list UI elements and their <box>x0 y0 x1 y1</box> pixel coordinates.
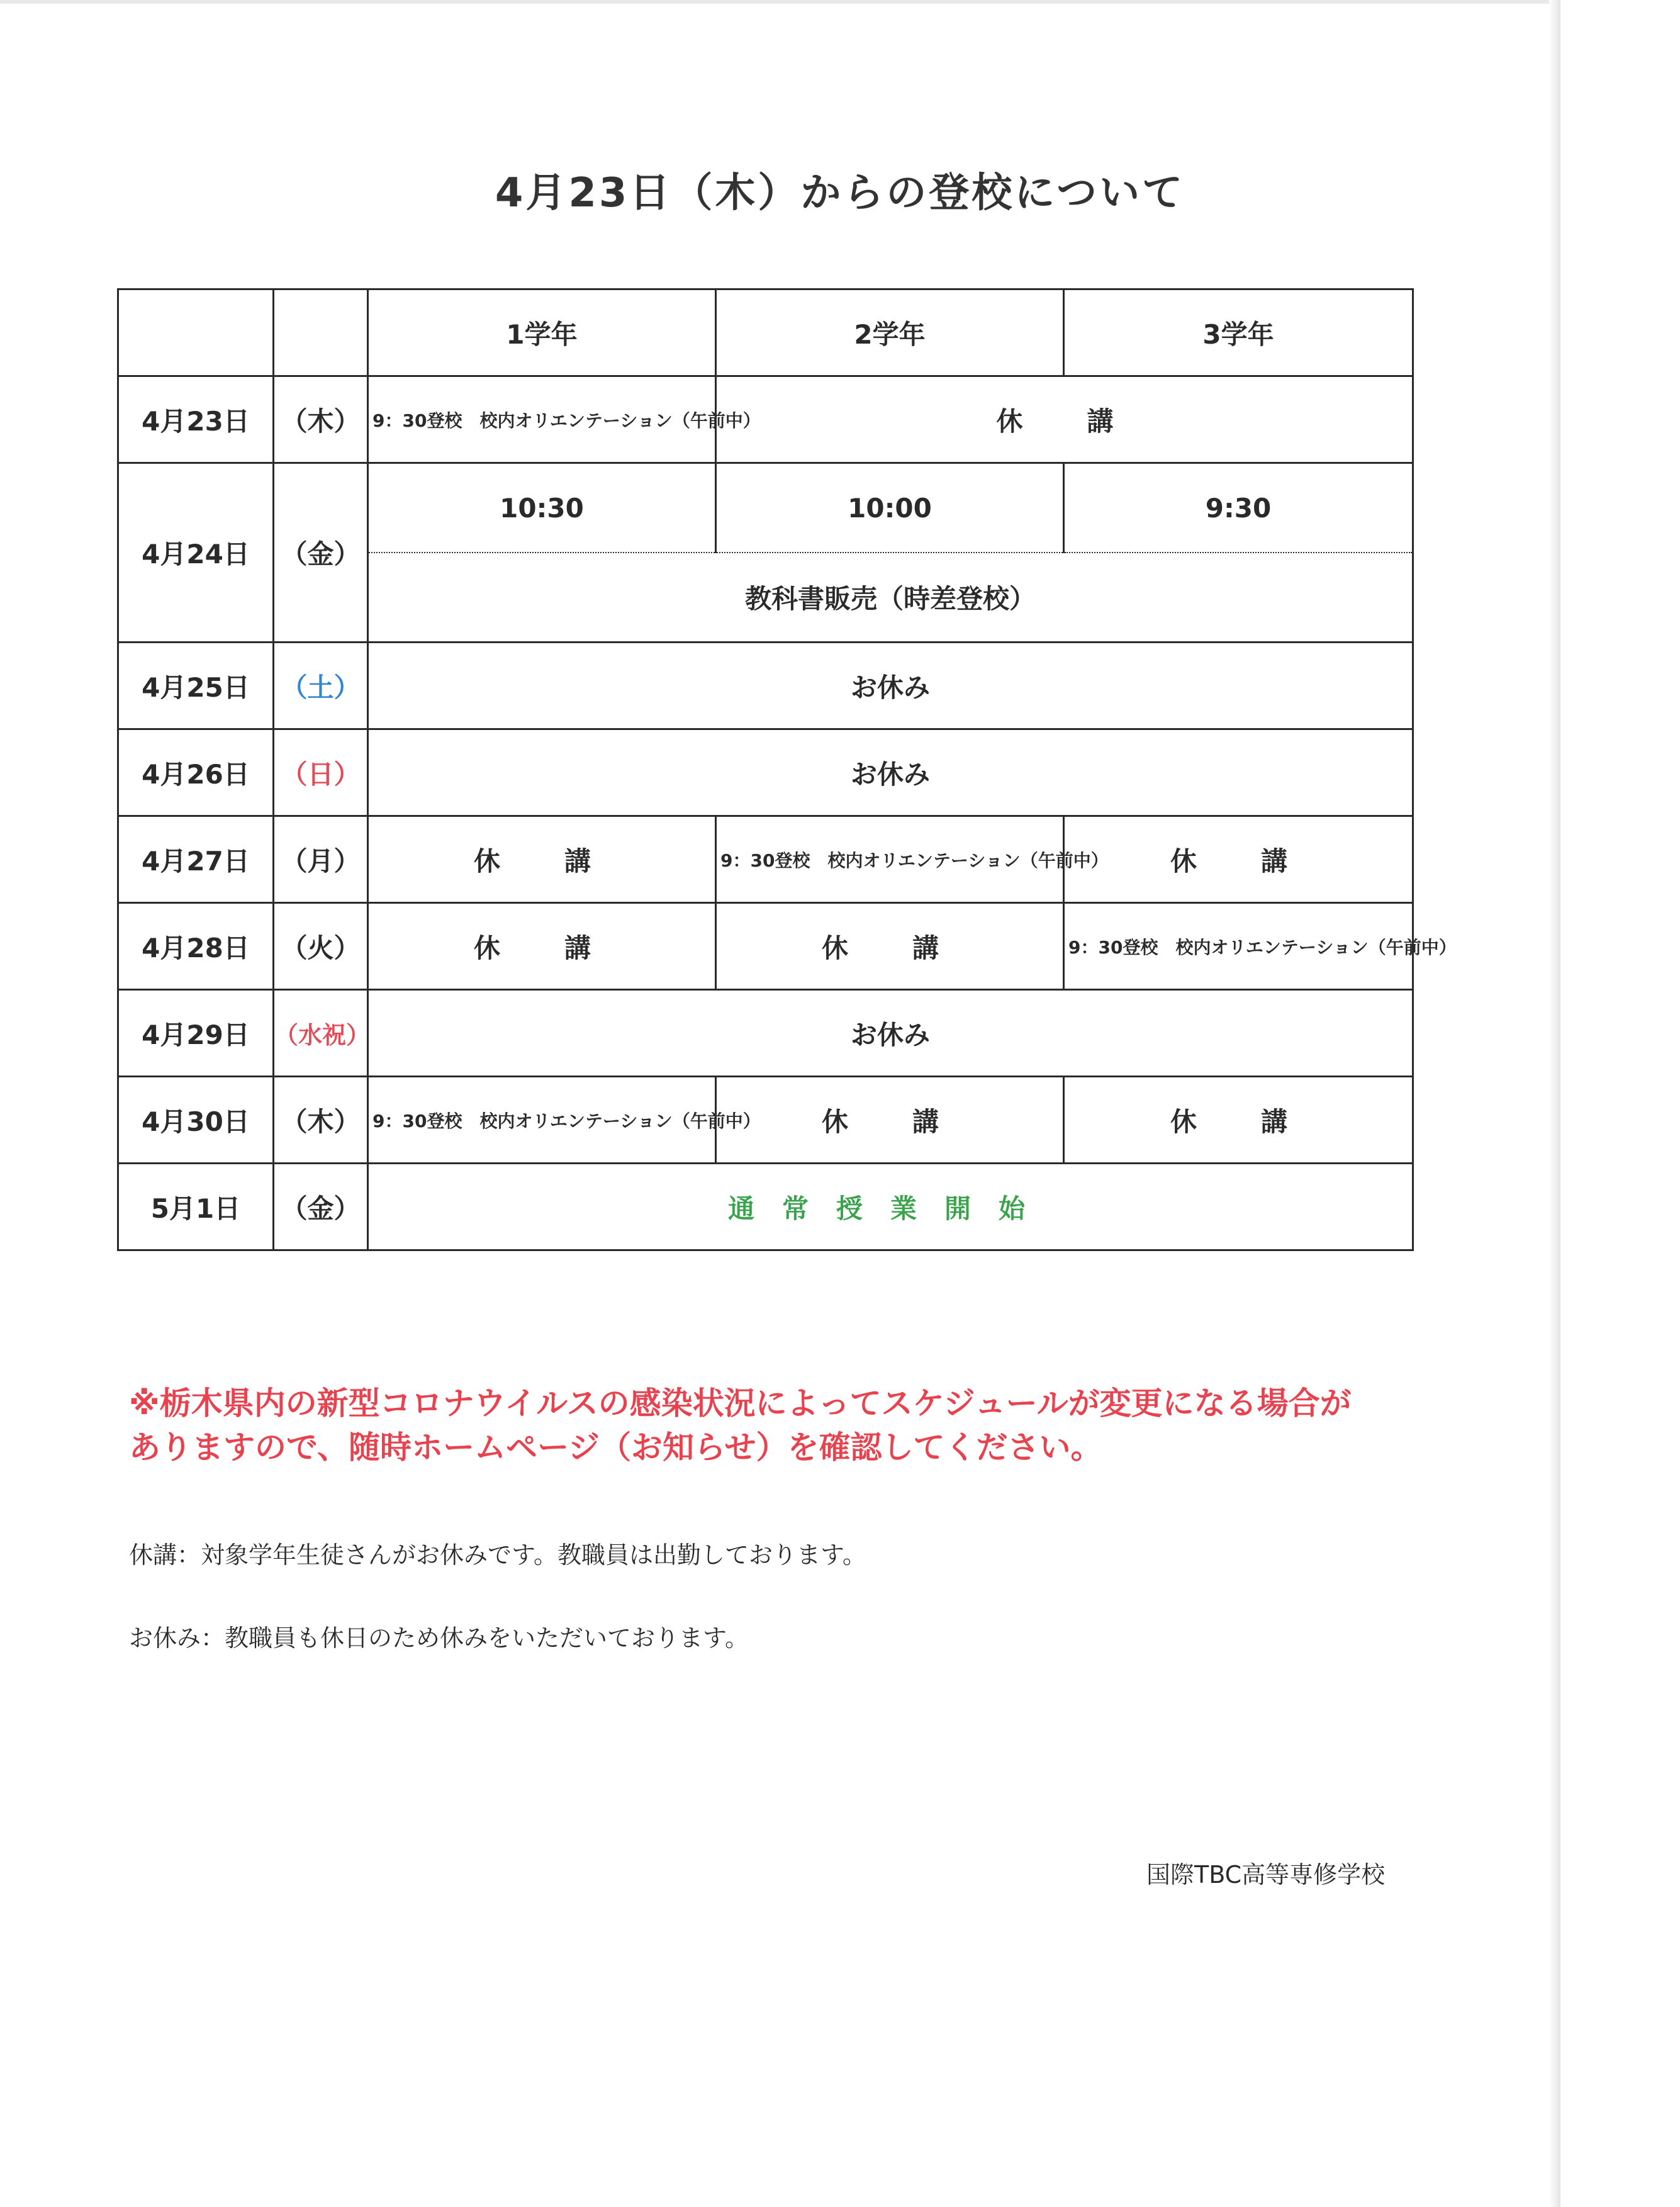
day-cell: （月） <box>274 816 368 903</box>
schedule-cell: お休み <box>368 729 1413 816</box>
schedule-cell: 9：30登校 校内オリエンテーション（午前中） <box>368 1077 716 1164</box>
date-cell: 4月24日 <box>118 463 274 643</box>
schedule-cell: 休 講 <box>716 1077 1064 1164</box>
date-cell: 5月1日 <box>118 1164 274 1250</box>
table-row <box>118 643 1413 729</box>
schedule-cell: 休 講 <box>368 903 716 990</box>
schedule-cell: 休 講 <box>1064 816 1413 903</box>
header-grade3: 3学年 <box>1064 289 1413 376</box>
header-day <box>274 289 368 376</box>
table-row <box>118 1077 1413 1164</box>
schedule-cell: 休 講 <box>716 903 1064 990</box>
notice-line-1: ※栃木県内の新型コロナウイルスの感染状況によってスケジュールが変更になる場合が <box>129 1385 1352 1422</box>
date-cell: 4月25日 <box>118 643 274 729</box>
date-cell: 4月26日 <box>118 729 274 816</box>
day-cell: （木） <box>274 1077 368 1164</box>
day-cell: （火） <box>274 903 368 990</box>
date-cell: 4月30日 <box>118 1077 274 1164</box>
table-row <box>118 1164 1413 1250</box>
schedule-cell: 休 講 <box>716 376 1413 463</box>
table-row <box>118 376 1413 463</box>
date-cell: 4月29日 <box>118 990 274 1077</box>
schedule-cell: お休み <box>368 990 1413 1077</box>
page-title: 4月23日（木）からの登校について <box>495 170 1185 216</box>
date-cell: 4月28日 <box>118 903 274 990</box>
schedule-cell: 9：30登校 校内オリエンテーション（午前中） <box>368 376 716 463</box>
textbook-sale-cell: 教科書販売（時差登校） <box>368 553 1413 643</box>
notice-line-2: ありますので、随時ホームページ（お知らせ）を確認してください。 <box>129 1429 1102 1466</box>
day-cell: （日） <box>274 729 368 816</box>
schedule-table <box>117 288 1457 1251</box>
header-grade2: 2学年 <box>716 289 1064 376</box>
day-cell: （金） <box>274 463 368 643</box>
date-cell: 4月23日 <box>118 376 274 463</box>
header-date <box>118 289 274 376</box>
date-cell: 4月27日 <box>118 816 274 903</box>
table-row <box>118 990 1413 1077</box>
definition-kyuko: 休講：対象学年生徒さんがお休みです。教職員は出勤しております。 <box>129 1541 866 1569</box>
header-grade1: 1学年 <box>368 289 716 376</box>
schedule-cell: 休 講 <box>368 816 716 903</box>
table-row <box>118 903 1413 990</box>
schedule-cell: 休 講 <box>1064 1077 1413 1164</box>
table-row <box>118 816 1413 903</box>
schedule-cell: お休み <box>368 643 1413 729</box>
day-cell: （木） <box>274 376 368 463</box>
definition-oyasumi: お休み：教職員も休日のため休みをいただいております。 <box>129 1624 749 1652</box>
time-cell: 10:00 <box>716 463 1064 553</box>
table-row <box>118 729 1413 816</box>
day-cell: （水祝） <box>274 990 368 1077</box>
day-cell: （金） <box>274 1164 368 1250</box>
schedule-cell: 9：30登校 校内オリエンテーション（午前中） <box>1064 903 1413 990</box>
school-name: 国際TBC高等専修学校 <box>1146 1861 1386 1889</box>
classes-start-cell: 通常授業開始 <box>368 1164 1413 1250</box>
schedule-cell: 9：30登校 校内オリエンテーション（午前中） <box>716 816 1064 903</box>
scan-right-edge <box>1549 0 1560 2207</box>
table-row <box>118 463 1413 553</box>
time-cell: 9:30 <box>1064 463 1413 553</box>
header-row <box>118 289 1413 376</box>
time-cell: 10:30 <box>368 463 716 553</box>
scan-top-edge <box>0 0 1560 4</box>
day-cell: （土） <box>274 643 368 729</box>
covid-notice <box>129 1381 1450 1469</box>
